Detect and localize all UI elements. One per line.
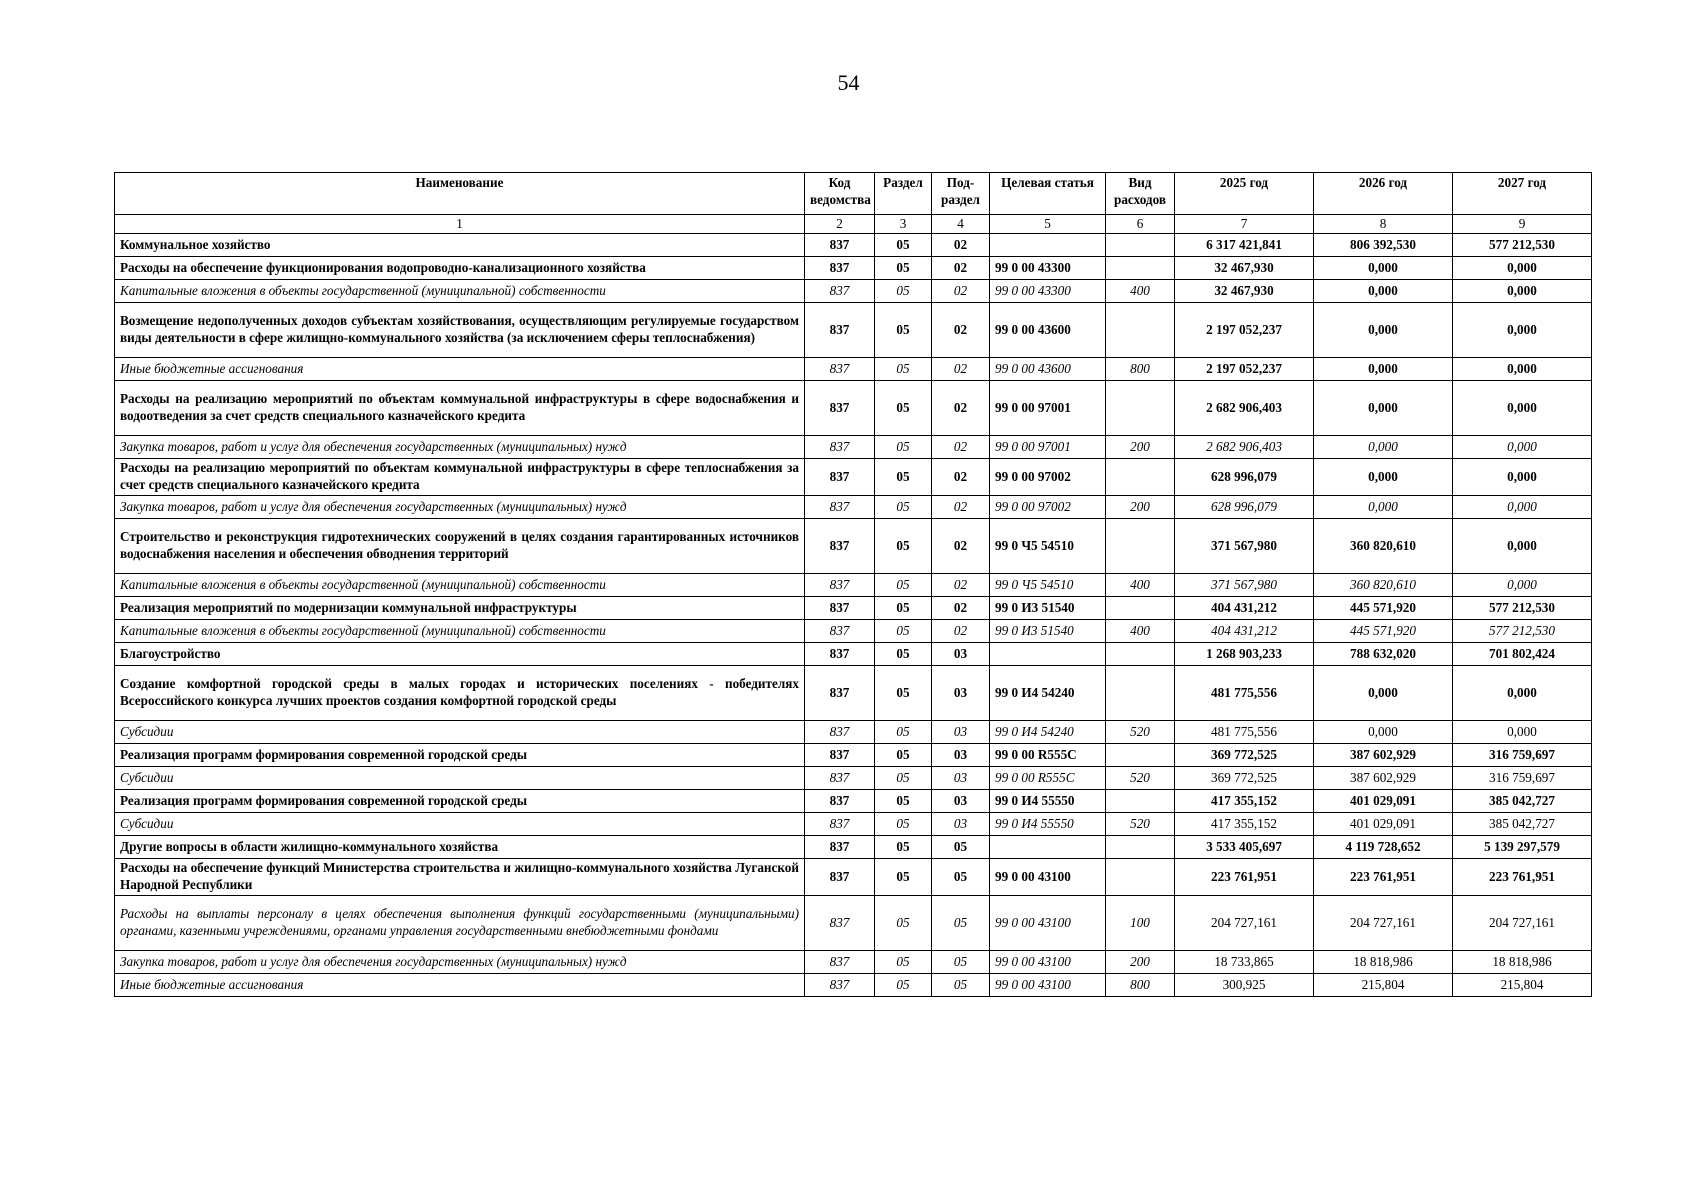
row-amount-2025: 481 775,556 [1175,666,1314,721]
row-amount-2025: 2 197 052,237 [1175,358,1314,381]
row-expense-type: 400 [1106,280,1175,303]
row-amount-2027: 0,000 [1453,519,1592,574]
row-expense-type: 520 [1106,721,1175,744]
row-amount-2027: 316 759,697 [1453,767,1592,790]
row-section: 05 [875,744,932,767]
row-amount-2025: 2 682 906,403 [1175,436,1314,459]
row-amount-2026: 0,000 [1314,303,1453,358]
row-name: Реализация мероприятий по модернизации коммунальной инфраструктуры [115,597,805,620]
row-name: Расходы на обеспечение функционирования водопроводно-канализационного хозяйства [115,257,805,280]
row-name: Иные бюджетные ассигнования [115,358,805,381]
row-amount-2025: 6 317 421,841 [1175,234,1314,257]
row-expense-type [1106,744,1175,767]
row-expense-type: 400 [1106,620,1175,643]
row-section: 05 [875,597,932,620]
row-amount-2026: 0,000 [1314,257,1453,280]
row-amount-2025: 371 567,980 [1175,519,1314,574]
row-expense-type: 520 [1106,813,1175,836]
table-row [115,666,1592,721]
table-row [115,496,1592,519]
row-amount-2026: 401 029,091 [1314,790,1453,813]
row-amount-2025: 371 567,980 [1175,574,1314,597]
row-section: 05 [875,643,932,666]
row-section: 05 [875,257,932,280]
row-name: Возмещение недополученных доходов субъектам хозяйствования, осуществляющим регулируемые государством виды деятельности в сфере жилищно-коммунального хозяйства (за исключением сферы теплоснабжения) [115,303,805,358]
column-number: 7 [1175,215,1314,234]
table-row [115,836,1592,859]
row-amount-2025: 628 996,079 [1175,496,1314,519]
row-dept-code: 837 [805,859,875,896]
row-name: Создание комфортной городской среды в малых городах и исторических поселениях - победителях Всероссийского конкурса лучших проектов создания комфортной городской среды [115,666,805,721]
row-expense-type [1106,790,1175,813]
row-expense-type [1106,381,1175,436]
row-dept-code: 837 [805,643,875,666]
row-amount-2026: 401 029,091 [1314,813,1453,836]
row-amount-2026: 387 602,929 [1314,767,1453,790]
header-dept-code: Код ведомства [805,173,875,215]
row-dept-code: 837 [805,496,875,519]
table-row [115,859,1592,896]
row-amount-2027: 215,804 [1453,974,1592,997]
row-name: Коммунальное хозяйство [115,234,805,257]
row-dept-code: 837 [805,234,875,257]
row-section: 05 [875,459,932,496]
row-amount-2025: 417 355,152 [1175,813,1314,836]
row-subsection: 05 [932,896,990,951]
row-target-article: 99 0 00 43100 [990,896,1106,951]
row-amount-2025: 32 467,930 [1175,257,1314,280]
row-expense-type [1106,597,1175,620]
header-year-2026: 2026 год [1314,173,1453,215]
table-row [115,381,1592,436]
row-amount-2026: 0,000 [1314,280,1453,303]
row-expense-type: 200 [1106,496,1175,519]
row-subsection: 02 [932,234,990,257]
row-amount-2026: 445 571,920 [1314,597,1453,620]
row-name: Субсидии [115,813,805,836]
row-amount-2026: 788 632,020 [1314,643,1453,666]
row-amount-2026: 806 392,530 [1314,234,1453,257]
row-section: 05 [875,813,932,836]
row-amount-2026: 445 571,920 [1314,620,1453,643]
row-amount-2026: 223 761,951 [1314,859,1453,896]
row-amount-2025: 204 727,161 [1175,896,1314,951]
column-number: 5 [990,215,1106,234]
row-amount-2025: 369 772,525 [1175,767,1314,790]
table-row [115,767,1592,790]
row-amount-2027: 0,000 [1453,721,1592,744]
row-amount-2027: 0,000 [1453,436,1592,459]
row-amount-2026: 0,000 [1314,666,1453,721]
table-row [115,234,1592,257]
row-amount-2026: 0,000 [1314,721,1453,744]
table-row [115,519,1592,574]
table-row [115,896,1592,951]
row-name: Капитальные вложения в объекты государственной (муниципальной) собственности [115,620,805,643]
header-year-2025: 2025 год [1175,173,1314,215]
table-row [115,643,1592,666]
row-expense-type [1106,257,1175,280]
row-amount-2027: 0,000 [1453,257,1592,280]
row-subsection: 05 [932,836,990,859]
row-section: 05 [875,234,932,257]
row-subsection: 02 [932,280,990,303]
table-row [115,574,1592,597]
row-target-article: 99 0 00 43100 [990,974,1106,997]
row-amount-2027: 577 212,530 [1453,620,1592,643]
row-target-article: 99 0 00 43100 [990,951,1106,974]
row-section: 05 [875,358,932,381]
row-amount-2027: 577 212,530 [1453,597,1592,620]
row-amount-2027: 385 042,727 [1453,813,1592,836]
row-dept-code: 837 [805,767,875,790]
row-section: 05 [875,974,932,997]
header-target-article: Целевая статья [990,173,1106,215]
row-amount-2027: 701 802,424 [1453,643,1592,666]
row-amount-2027: 0,000 [1453,496,1592,519]
row-target-article [990,836,1106,859]
row-dept-code: 837 [805,813,875,836]
table-row [115,459,1592,496]
row-subsection: 05 [932,951,990,974]
row-expense-type: 200 [1106,436,1175,459]
row-target-article: 99 0 00 43300 [990,280,1106,303]
row-dept-code: 837 [805,620,875,643]
row-amount-2026: 4 119 728,652 [1314,836,1453,859]
row-target-article: 99 0 00 R555C [990,744,1106,767]
row-subsection: 03 [932,813,990,836]
row-subsection: 02 [932,358,990,381]
row-name: Субсидии [115,767,805,790]
row-section: 05 [875,303,932,358]
table-row [115,280,1592,303]
row-dept-code: 837 [805,790,875,813]
column-number: 4 [932,215,990,234]
row-dept-code: 837 [805,519,875,574]
row-amount-2025: 404 431,212 [1175,620,1314,643]
row-subsection: 03 [932,767,990,790]
row-expense-type: 200 [1106,951,1175,974]
table-row [115,303,1592,358]
row-target-article: 99 0 00 43300 [990,257,1106,280]
row-amount-2026: 204 727,161 [1314,896,1453,951]
row-target-article: 99 0 И4 55550 [990,813,1106,836]
column-number: 6 [1106,215,1175,234]
row-expense-type [1106,836,1175,859]
table-row [115,721,1592,744]
row-amount-2026: 360 820,610 [1314,574,1453,597]
row-amount-2026: 0,000 [1314,381,1453,436]
row-expense-type: 100 [1106,896,1175,951]
row-expense-type [1106,303,1175,358]
row-amount-2027: 204 727,161 [1453,896,1592,951]
row-dept-code: 837 [805,381,875,436]
row-section: 05 [875,859,932,896]
row-dept-code: 837 [805,358,875,381]
row-amount-2027: 223 761,951 [1453,859,1592,896]
row-dept-code: 837 [805,280,875,303]
row-expense-type [1106,643,1175,666]
row-amount-2027: 0,000 [1453,666,1592,721]
row-amount-2025: 404 431,212 [1175,597,1314,620]
row-name: Реализация программ формирования современной городской среды [115,790,805,813]
row-name: Строительство и реконструкция гидротехнических сооружений в целях создания гарантированных источников водоснабжения населения и обеспечения обводнения территорий [115,519,805,574]
budget-table [114,172,1592,997]
row-target-article: 99 0 И4 54240 [990,666,1106,721]
row-amount-2027: 0,000 [1453,303,1592,358]
row-name: Закупка товаров, работ и услуг для обеспечения государственных (муниципальных) нужд [115,951,805,974]
row-amount-2027: 0,000 [1453,358,1592,381]
table-row [115,813,1592,836]
row-dept-code: 837 [805,459,875,496]
row-target-article [990,234,1106,257]
row-name: Капитальные вложения в объекты государственной (муниципальной) собственности [115,574,805,597]
row-name: Расходы на реализацию мероприятий по объектам коммунальной инфраструктуры в сфере водоснабжения и водоотведения за счет средств специального казначейского кредита [115,381,805,436]
header-expense-type: Вид расходов [1106,173,1175,215]
table-row [115,951,1592,974]
row-name: Субсидии [115,721,805,744]
row-expense-type: 400 [1106,574,1175,597]
row-section: 05 [875,951,932,974]
row-target-article: 99 0 00 43600 [990,303,1106,358]
row-name: Закупка товаров, работ и услуг для обеспечения государственных (муниципальных) нужд [115,436,805,459]
row-subsection: 05 [932,974,990,997]
row-amount-2025: 1 268 903,233 [1175,643,1314,666]
row-subsection: 02 [932,519,990,574]
row-amount-2025: 481 775,556 [1175,721,1314,744]
row-subsection: 02 [932,574,990,597]
row-target-article: 99 0 00 R555C [990,767,1106,790]
row-subsection: 03 [932,666,990,721]
row-dept-code: 837 [805,836,875,859]
row-amount-2025: 223 761,951 [1175,859,1314,896]
row-target-article: 99 0 И3 51540 [990,620,1106,643]
row-amount-2027: 577 212,530 [1453,234,1592,257]
row-name: Другие вопросы в области жилищно-коммунального хозяйства [115,836,805,859]
row-amount-2026: 0,000 [1314,459,1453,496]
row-name: Иные бюджетные ассигнования [115,974,805,997]
row-dept-code: 837 [805,951,875,974]
row-section: 05 [875,280,932,303]
row-subsection: 03 [932,744,990,767]
row-dept-code: 837 [805,436,875,459]
row-target-article: 99 0 00 97001 [990,381,1106,436]
row-amount-2027: 0,000 [1453,574,1592,597]
row-expense-type [1106,459,1175,496]
row-dept-code: 837 [805,896,875,951]
row-name: Благоустройство [115,643,805,666]
row-expense-type [1106,859,1175,896]
row-name: Расходы на выплаты персоналу в целях обеспечения выполнения функций государственными (муниципальными) органами, казенными учреждениями, органами управления государственными внебюджетными фондами [115,896,805,951]
table-row [115,620,1592,643]
row-section: 05 [875,721,932,744]
header-name: Наименование [115,173,805,215]
row-amount-2027: 0,000 [1453,280,1592,303]
row-expense-type [1106,519,1175,574]
row-amount-2025: 417 355,152 [1175,790,1314,813]
row-amount-2025: 369 772,525 [1175,744,1314,767]
row-amount-2025: 2 197 052,237 [1175,303,1314,358]
row-target-article: 99 0 00 43100 [990,859,1106,896]
row-target-article: 99 0 И4 54240 [990,721,1106,744]
column-number: 2 [805,215,875,234]
row-expense-type [1106,666,1175,721]
column-number: 1 [115,215,805,234]
row-target-article: 99 0 Ч5 54510 [990,574,1106,597]
row-section: 05 [875,574,932,597]
row-amount-2027: 18 818,986 [1453,951,1592,974]
row-dept-code: 837 [805,597,875,620]
row-amount-2025: 628 996,079 [1175,459,1314,496]
row-subsection: 02 [932,459,990,496]
row-subsection: 02 [932,496,990,519]
table-body [115,234,1592,997]
header-section: Раздел [875,173,932,215]
row-amount-2025: 2 682 906,403 [1175,381,1314,436]
row-subsection: 02 [932,597,990,620]
row-dept-code: 837 [805,257,875,280]
row-subsection: 05 [932,859,990,896]
row-expense-type: 800 [1106,974,1175,997]
row-name: Реализация программ формирования современной городской среды [115,744,805,767]
row-section: 05 [875,836,932,859]
row-dept-code: 837 [805,721,875,744]
row-dept-code: 837 [805,744,875,767]
row-target-article: 99 0 00 97002 [990,459,1106,496]
column-number: 8 [1314,215,1453,234]
row-section: 05 [875,896,932,951]
column-number: 3 [875,215,932,234]
row-subsection: 02 [932,620,990,643]
row-name: Расходы на обеспечение функций Министерства строительства и жилищно-коммунального хозяйства Луганской Народной Республики [115,859,805,896]
table-row [115,257,1592,280]
header-row [115,173,1592,215]
row-amount-2025: 32 467,930 [1175,280,1314,303]
row-amount-2027: 316 759,697 [1453,744,1592,767]
header-subsection: Под-раздел [932,173,990,215]
table-row [115,744,1592,767]
row-section: 05 [875,519,932,574]
header-year-2027: 2027 год [1453,173,1592,215]
table-row [115,358,1592,381]
row-target-article: 99 0 00 43600 [990,358,1106,381]
row-amount-2026: 215,804 [1314,974,1453,997]
row-dept-code: 837 [805,303,875,358]
row-expense-type [1106,234,1175,257]
row-subsection: 02 [932,303,990,358]
row-target-article: 99 0 00 97002 [990,496,1106,519]
row-subsection: 03 [932,790,990,813]
row-target-article [990,643,1106,666]
row-dept-code: 837 [805,974,875,997]
row-subsection: 02 [932,381,990,436]
row-dept-code: 837 [805,666,875,721]
column-number: 9 [1453,215,1592,234]
page-number: 54 [837,70,860,95]
row-dept-code: 837 [805,574,875,597]
row-section: 05 [875,666,932,721]
row-section: 05 [875,620,932,643]
row-target-article: 99 0 И4 55550 [990,790,1106,813]
row-amount-2027: 0,000 [1453,459,1592,496]
table-row [115,974,1592,997]
row-section: 05 [875,767,932,790]
row-amount-2025: 3 533 405,697 [1175,836,1314,859]
row-expense-type: 520 [1106,767,1175,790]
table-row [115,597,1592,620]
row-amount-2026: 387 602,929 [1314,744,1453,767]
row-amount-2027: 5 139 297,579 [1453,836,1592,859]
row-name: Расходы на реализацию мероприятий по объектам коммунальной инфраструктуры в сфере теплоснабжения за счет средств специального казначейского кредита [115,459,805,496]
table-row [115,436,1592,459]
row-amount-2026: 360 820,610 [1314,519,1453,574]
row-name: Капитальные вложения в объекты государственной (муниципальной) собственности [115,280,805,303]
table-row [115,790,1592,813]
column-number-row [115,215,1592,234]
row-name: Закупка товаров, работ и услуг для обеспечения государственных (муниципальных) нужд [115,496,805,519]
row-subsection: 03 [932,721,990,744]
row-amount-2027: 385 042,727 [1453,790,1592,813]
row-section: 05 [875,436,932,459]
row-target-article: 99 0 И3 51540 [990,597,1106,620]
row-section: 05 [875,790,932,813]
row-subsection: 02 [932,257,990,280]
row-amount-2025: 18 733,865 [1175,951,1314,974]
row-amount-2026: 0,000 [1314,496,1453,519]
row-amount-2026: 0,000 [1314,358,1453,381]
row-subsection: 02 [932,436,990,459]
row-target-article: 99 0 Ч5 54510 [990,519,1106,574]
row-amount-2025: 300,925 [1175,974,1314,997]
row-amount-2026: 0,000 [1314,436,1453,459]
row-expense-type: 800 [1106,358,1175,381]
row-section: 05 [875,381,932,436]
row-section: 05 [875,496,932,519]
row-target-article: 99 0 00 97001 [990,436,1106,459]
row-amount-2026: 18 818,986 [1314,951,1453,974]
row-amount-2027: 0,000 [1453,381,1592,436]
row-subsection: 03 [932,643,990,666]
